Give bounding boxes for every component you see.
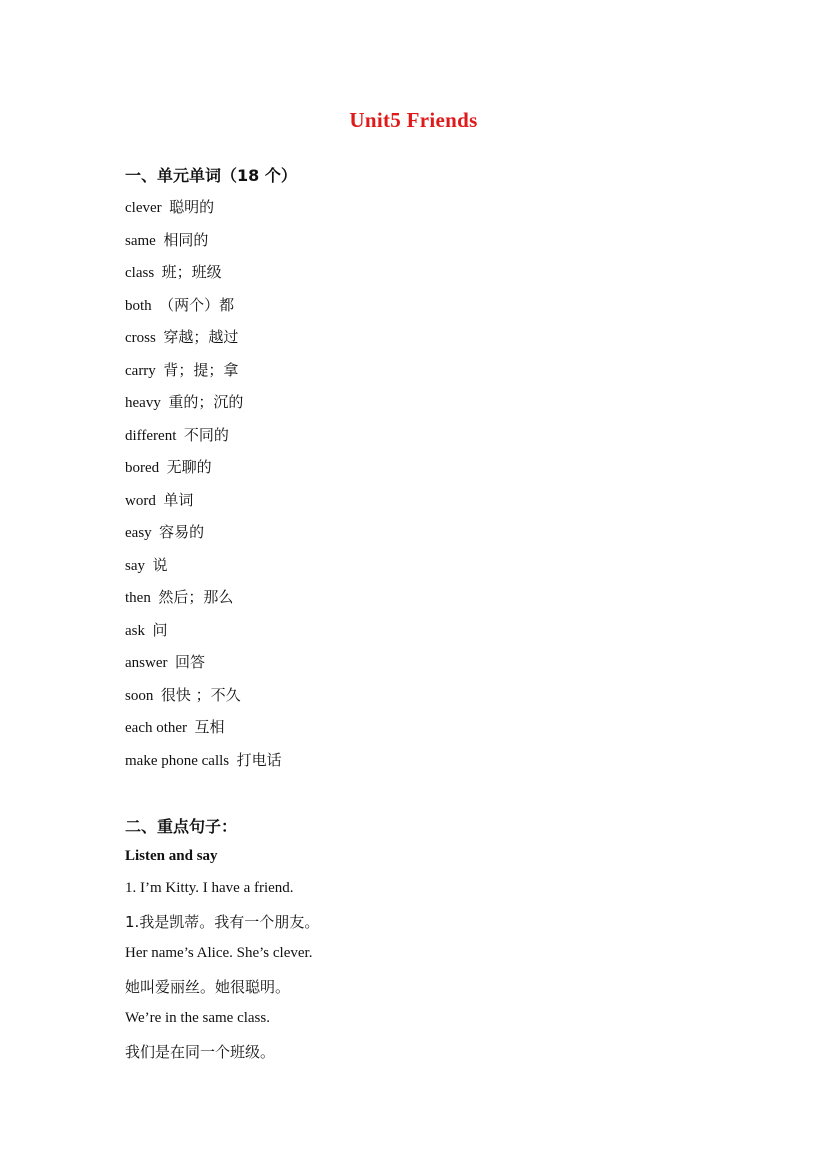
vocab-item — [125, 391, 243, 412]
vocab-item — [125, 554, 168, 575]
vocab-item — [125, 359, 238, 380]
sentence-en-2: Her name’s Alice. She’s clever. — [125, 945, 313, 961]
vocab-spacer — [167, 655, 175, 671]
vocab-chinese: 相同的 — [163, 230, 209, 249]
vocab-chinese: 无聊的 — [166, 458, 212, 476]
vocab-spacer — [229, 753, 237, 769]
sentence-en-3: We’re in the same class. — [125, 1010, 270, 1026]
section-heading-sentences: 二、重点句子： — [125, 817, 238, 836]
subheading-listen-and-say: Listen and say — [125, 848, 218, 864]
vocab-english: say — [125, 557, 145, 574]
vocab-item — [125, 619, 168, 640]
vocab-item — [125, 294, 234, 315]
vocab-item — [125, 261, 222, 282]
page-title: Unit5 Friends — [349, 108, 478, 132]
vocab-english: answer — [125, 655, 168, 671]
vocab-english: heavy — [125, 395, 161, 411]
vocab-english: bored — [125, 460, 160, 476]
vocab-spacer — [176, 428, 184, 444]
sentence-zh-2: 她叫爱丽丝。她很聪明。 — [125, 978, 291, 996]
vocab-chinese: 然后；那么 — [158, 588, 234, 606]
vocab-item — [125, 229, 208, 250]
sentence-en-1: 1. I’m Kitty. I have a friend. — [125, 880, 294, 896]
vocab-english: same — [125, 232, 156, 249]
vocab-english: carry — [125, 362, 156, 379]
vocab-item — [125, 489, 193, 510]
vocab-item — [125, 684, 241, 705]
vocab-chinese: 单词 — [163, 490, 194, 509]
vocab-chinese: 背；提；拿 — [163, 360, 239, 379]
vocab-chinese: 聪明的 — [169, 198, 215, 216]
vocab-spacer — [159, 460, 167, 476]
vocab-spacer — [145, 558, 153, 574]
vocab-chinese: 说 — [152, 555, 168, 574]
vocab-english: word — [125, 492, 156, 509]
vocab-english: then — [125, 590, 151, 606]
vocab-english: cross — [125, 330, 156, 346]
section-heading-vocab: 一、单元单词（18 个） — [125, 166, 297, 185]
vocab-item — [125, 456, 212, 477]
vocab-item — [125, 521, 204, 542]
vocab-item — [125, 586, 233, 607]
vocab-english: ask — [125, 622, 145, 639]
vocab-spacer — [153, 688, 161, 704]
vocab-item — [125, 749, 282, 770]
vocab-english: both — [125, 297, 152, 314]
vocab-chinese: 问 — [152, 620, 168, 639]
vocab-english: easy — [125, 525, 152, 541]
vocab-item — [125, 424, 229, 445]
vocab-chinese: （两个）都 — [159, 295, 235, 314]
vocab-english: each other — [125, 720, 188, 736]
vocab-item — [125, 716, 225, 737]
vocab-spacer — [187, 720, 195, 736]
vocab-english: different — [125, 427, 177, 444]
vocab-spacer — [154, 265, 162, 281]
vocab-english: make phone calls — [125, 752, 230, 769]
vocab-item — [125, 196, 214, 217]
vocab-item — [125, 326, 238, 347]
vocab-english: clever — [125, 200, 162, 216]
vocab-chinese: 重的；沉的 — [168, 393, 244, 411]
vocab-chinese: 不同的 — [183, 425, 229, 444]
sentence-zh-1: 1.我是凯蒂。我有一个朋友。 — [125, 913, 320, 931]
vocab-english: class — [125, 265, 155, 281]
vocab-spacer — [145, 623, 153, 639]
vocab-english: soon — [125, 687, 154, 704]
vocab-chinese: 互相 — [194, 718, 225, 736]
vocab-chinese: 穿越；越过 — [163, 328, 239, 346]
vocab-chinese: 班；班级 — [161, 263, 222, 281]
vocab-chinese: 很快 ；不久 — [160, 685, 241, 704]
vocab-item — [125, 651, 205, 672]
vocab-chinese: 打电话 — [236, 750, 282, 769]
vocab-chinese: 容易的 — [159, 523, 205, 541]
sentence-zh-3: 我们是在同一个班级。 — [125, 1043, 276, 1061]
vocab-chinese: 回答 — [174, 653, 205, 671]
